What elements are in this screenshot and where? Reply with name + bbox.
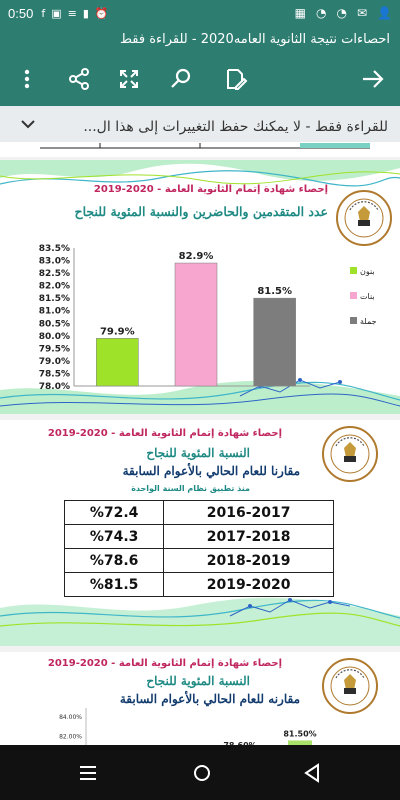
table-cell-value: %72.4 [65, 501, 164, 525]
y-tick-label: 82.00% [59, 733, 82, 741]
arrow-right-icon[interactable] [358, 64, 388, 94]
back-icon[interactable] [302, 763, 322, 787]
share-icon[interactable] [64, 64, 94, 94]
document-viewer[interactable] [0, 148, 400, 745]
table-cell-year: 2019-2020 [164, 573, 334, 597]
y-tick-label: 84.00% [59, 714, 82, 721]
edit-icon[interactable] [220, 64, 250, 94]
messenger-icon: ◔ [336, 6, 347, 20]
bar-value-label: 81.5% [257, 286, 293, 298]
chevron-down-icon[interactable] [20, 116, 36, 136]
table-cell-value: %74.3 [65, 525, 164, 549]
bar [96, 338, 138, 386]
slide3-subtitle1: النسبة المئوية للنجاح [146, 674, 250, 688]
y-tick-label: 79.5% [38, 344, 70, 355]
menu-icon[interactable] [78, 763, 98, 787]
y-tick-label: 79.0% [38, 356, 70, 367]
table-row [65, 549, 334, 573]
table-cell-value: %81.5 [65, 573, 164, 597]
table-row [65, 525, 334, 549]
status-bar [0, 0, 400, 26]
y-tick-label: 78.5% [38, 369, 70, 380]
legend-label: جملة [360, 317, 377, 326]
table-cell-year: 2016-2017 [164, 501, 334, 525]
slide2-subtitle2: مقارنا للعام الحالي بالأعوام السابقة [122, 464, 300, 478]
y-tick-label: 78.0% [38, 382, 70, 392]
legend-label: بنات [360, 292, 375, 301]
slide-yearly-table [0, 420, 400, 646]
fullscreen-icon[interactable] [114, 64, 144, 94]
legend-swatch [350, 292, 357, 299]
slide2-subtitle3: منذ تطبيق نظام السنة الواحدة [131, 484, 250, 493]
add-user-icon: 👤 [377, 6, 392, 20]
app-bar [0, 26, 400, 106]
slide3-subtitle2: مقارنه للعام الحالي بالأعوام السابقة [119, 692, 300, 706]
bars-icon: ≡ [67, 6, 77, 20]
clock: 0:50 [8, 5, 34, 21]
slide1-header: إحصاء شهادة إتمام الثانوية العامة - 2020-2019 [93, 184, 328, 195]
ministry-seal-logo [322, 426, 378, 482]
bar [254, 298, 296, 386]
table-row [65, 573, 334, 597]
table-cell-year: 2017-2018 [164, 525, 334, 549]
pass-rate-bar-chart [0, 160, 400, 414]
more-options-icon[interactable] [12, 64, 42, 94]
y-tick-label: 82.0% [38, 281, 70, 292]
image-icon: ▣ [51, 6, 62, 20]
y-tick-label: 82.5% [38, 269, 70, 280]
signal-icon: ▮ [82, 6, 89, 20]
document-title: احصاءات نتيجة الثانوية العامه2020 - للقراءة فقط [119, 32, 390, 47]
slide2-header: إحصاء شهادة إتمام الثانوية العامة - 2020-2019 [47, 428, 282, 439]
messenger-icon: ◔ [316, 6, 327, 20]
comparison-bar-chart [0, 652, 400, 752]
legend-swatch [350, 317, 357, 324]
legend-swatch [350, 267, 357, 274]
table-cell-year: 2018-2019 [164, 549, 334, 573]
slide1-title: عدد المتقدمين والحاضرين والنسبة المئوية للنجاح [74, 204, 328, 219]
legend-label: بنون [360, 267, 375, 276]
search-icon[interactable] [166, 64, 196, 94]
bar-value-label: 81.50% [283, 729, 317, 739]
bar-value-label: 79.9% [99, 326, 135, 338]
status-icons [295, 6, 392, 20]
photo-icon: ▦ [294, 6, 307, 20]
y-tick-label: 80.5% [38, 319, 70, 330]
slide-comparison-chart [0, 652, 400, 752]
facebook-icon: f [41, 6, 46, 20]
messages-icon: ✉ [356, 6, 368, 20]
home-icon[interactable] [192, 763, 212, 787]
previous-slide-fragment [0, 142, 400, 156]
alarm-icon: ⏰ [94, 6, 109, 20]
notification-icons [41, 7, 108, 20]
banner-message: للقراءة فقط - لا يمكنك حفظ التغييرات إلى هذا ال... [83, 118, 388, 135]
y-tick-label: 81.5% [38, 294, 70, 305]
yearly-pass-rate-table [64, 500, 334, 597]
y-tick-label: 83.5% [38, 244, 70, 254]
y-tick-label: 81.0% [38, 306, 70, 317]
bar-value-label: 82.9% [178, 251, 214, 263]
table-row [65, 501, 334, 525]
system-navigation-bar [0, 745, 400, 800]
slide-chart-pass-rate [0, 160, 400, 414]
slide2-subtitle1: النسبة المئوية للنجاح [146, 446, 250, 460]
bar [175, 263, 217, 386]
y-tick-label: 80.0% [38, 331, 70, 342]
table-cell-value: %78.6 [65, 549, 164, 573]
y-tick-label: 83.0% [38, 256, 70, 267]
slide3-header: إحصاء شهادة إتمام الثانوية العامة - 2020-2019 [47, 658, 282, 669]
